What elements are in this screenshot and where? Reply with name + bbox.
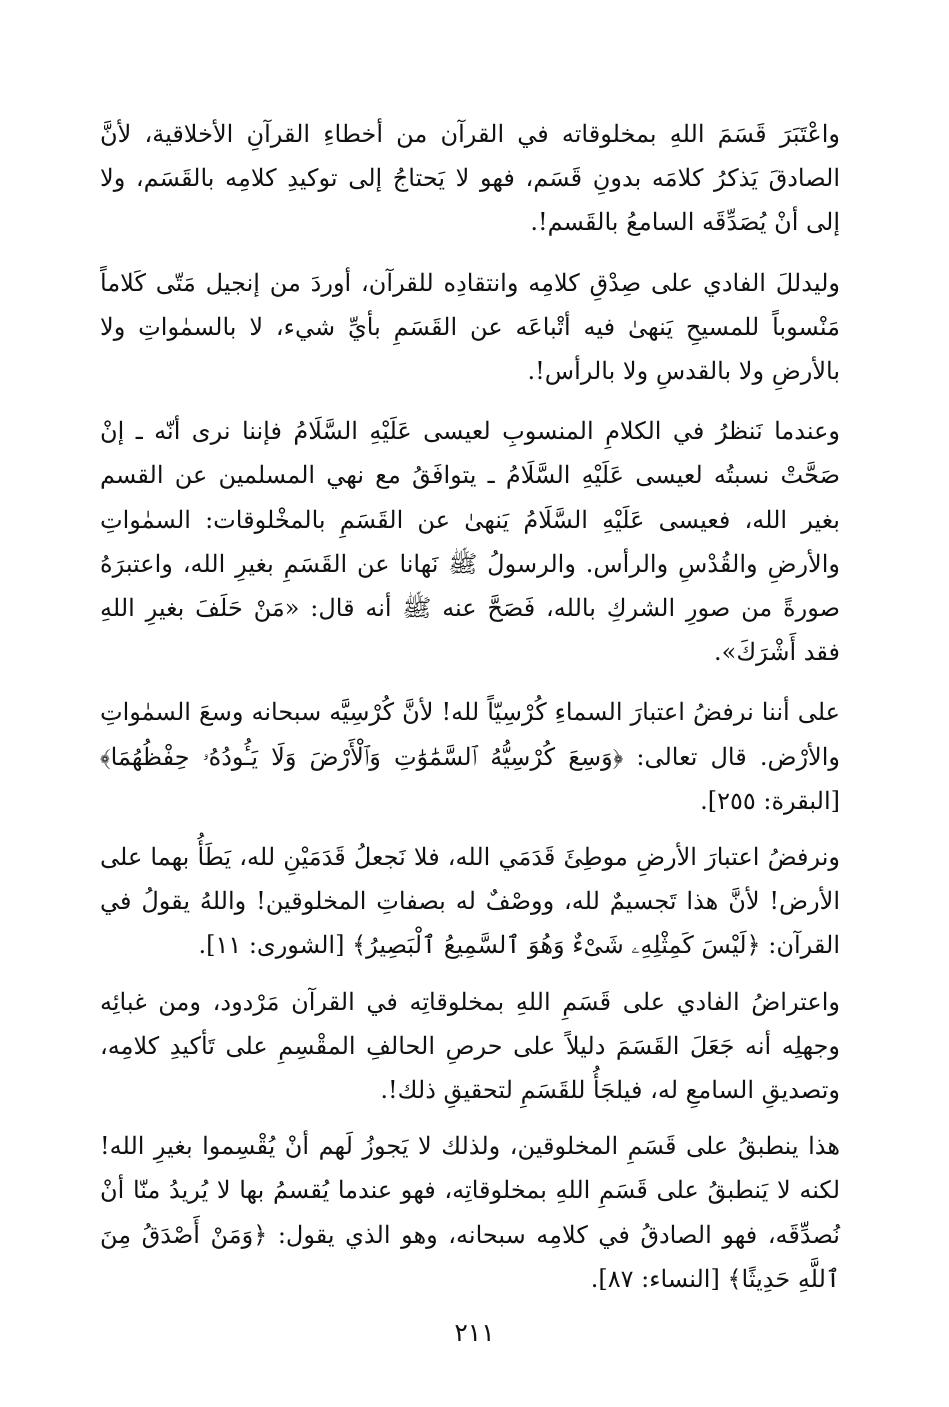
paragraph: وعندما نَنظرُ في الكلامِ المنسوبِ لعيسى عَلَيْهِ السَّلَامُ فإننا نرى أنّه ـ إنْ صَحَّتْ نسبتُه لعيسى عَلَيْهِ السَّلَامُ ـ يتوافَقُ مع نهي المسلمين عن القسم بغير الله، فعيسى عَلَيْهِ السَّلَامُ يَنهىٰ عن القَسَمِ بالمخْلوقات: السمٰواتِ والأرضِ والقُدْسِ والرأس. والرسولُ ﷺ نَهانا عن القَسَمِ بغيرِ الله، واعتبرَهُ صورةً من صورِ الشركِ بالله، فَصَحَّ عنه ﷺ أنه قال: «مَنْ حَلَفَ بغيرِ اللهِ فقد أَشْرَكَ». (100, 417, 840, 667)
paragraph: ونرفضُ اعتبارَ الأرضِ موطِئَ قَدَمَي الله، فلا نَجعلُ قَدَمَيْنِ لله، يَطَأُ بهما على الأرض! لأنَّ هذا تَجسيمٌ لله، ووصْفٌ له بصفاتِ المخلوقين! واللهُ يقولُ في القرآن: ﴿لَيْسَ كَمِثْلِهِۦ شَىْءٌ وَهُوَ ٱلسَّمِيعُ ٱلْبَصِيرُ﴾ [الشورى: ١١]. (100, 843, 840, 960)
page-number: ٢١١ (454, 1318, 495, 1347)
paragraph: واعتراضُ الفادي على قَسَمِ اللهِ بمخلوقاتِه في القرآن مَرْدود، ومن غبائِه وجهلِه أنه جَعَلَ القَسَمَ دليلاً على حرصِ الحالفِ المقْسِمِ على تَأكيدِ كلامِه، وتصديقِ السامعِ له، فيلجَأُ للقَسَمِ لتحقيقِ ذلك!. (100, 987, 840, 1105)
paragraph: على أننا نرفضُ اعتبارَ السماءِ كُرْسِيّاً لله! لأنَّ كُرْسِيَّه سبحانه وسعَ السمٰواتِ والأرْض. قال تعالى: ﴿وَسِعَ كُرْسِيُّهُ ٱلسَّمَٰوَٰتِ وَٱلْأَرْضَ وَلَا يَـُٔودُهُۥ حِفْظُهُمَا﴾ [البقرة: ٢٥٥]. (100, 698, 840, 815)
paragraph: وليدللَ الفادي على صِدْقِ كلامِه وانتقادِه للقرآن، أوردَ من إنجيل مَتّى كَلاماً مَنْسوباً للمسيحِ يَنهىٰ فيه أتْباعَه عن القَسَمِ بأيِّ شيء، لا بالسمٰواتِ ولا بالأرضِ ولا بالقدسِ ولا بالرأس!. (100, 268, 841, 386)
page-body (100, 112, 840, 1313)
paragraph: واعْتَبَرَ قَسَمَ اللهِ بمخلوقاته في القرآن من أخطاءِ القرآنِ الأخلاقية، لأنَّ الصادقَ يَذكرُ كلامَه بدونِ قَسَم، فهو لا يَحتاجُ إلى توكيدِ كلامِه بالقَسَم، ولا إلى أنْ يُصَدِّقَه السامعُ بالقَسم!. (100, 120, 840, 237)
paragraph: هذا ينطبقُ على قَسَمِ المخلوقين، ولذلك لا يَجوزُ لَهم أنْ يُقْسِموا بغيرِ الله! لكنه لا يَنطبقُ على قَسَمِ اللهِ بمخلوقاتِه، فهو عندما يُقسمُ بها لا يُريدُ منّا أنْ نُصدِّقَه، فهو الصادقُ في كلامِه سبحانه، وهو الذي يقول: ﴿وَمَنْ أَصْدَقُ مِنَ ٱللَّهِ حَدِيثًا﴾ [النساء: ٨٧]. (100, 1132, 840, 1293)
